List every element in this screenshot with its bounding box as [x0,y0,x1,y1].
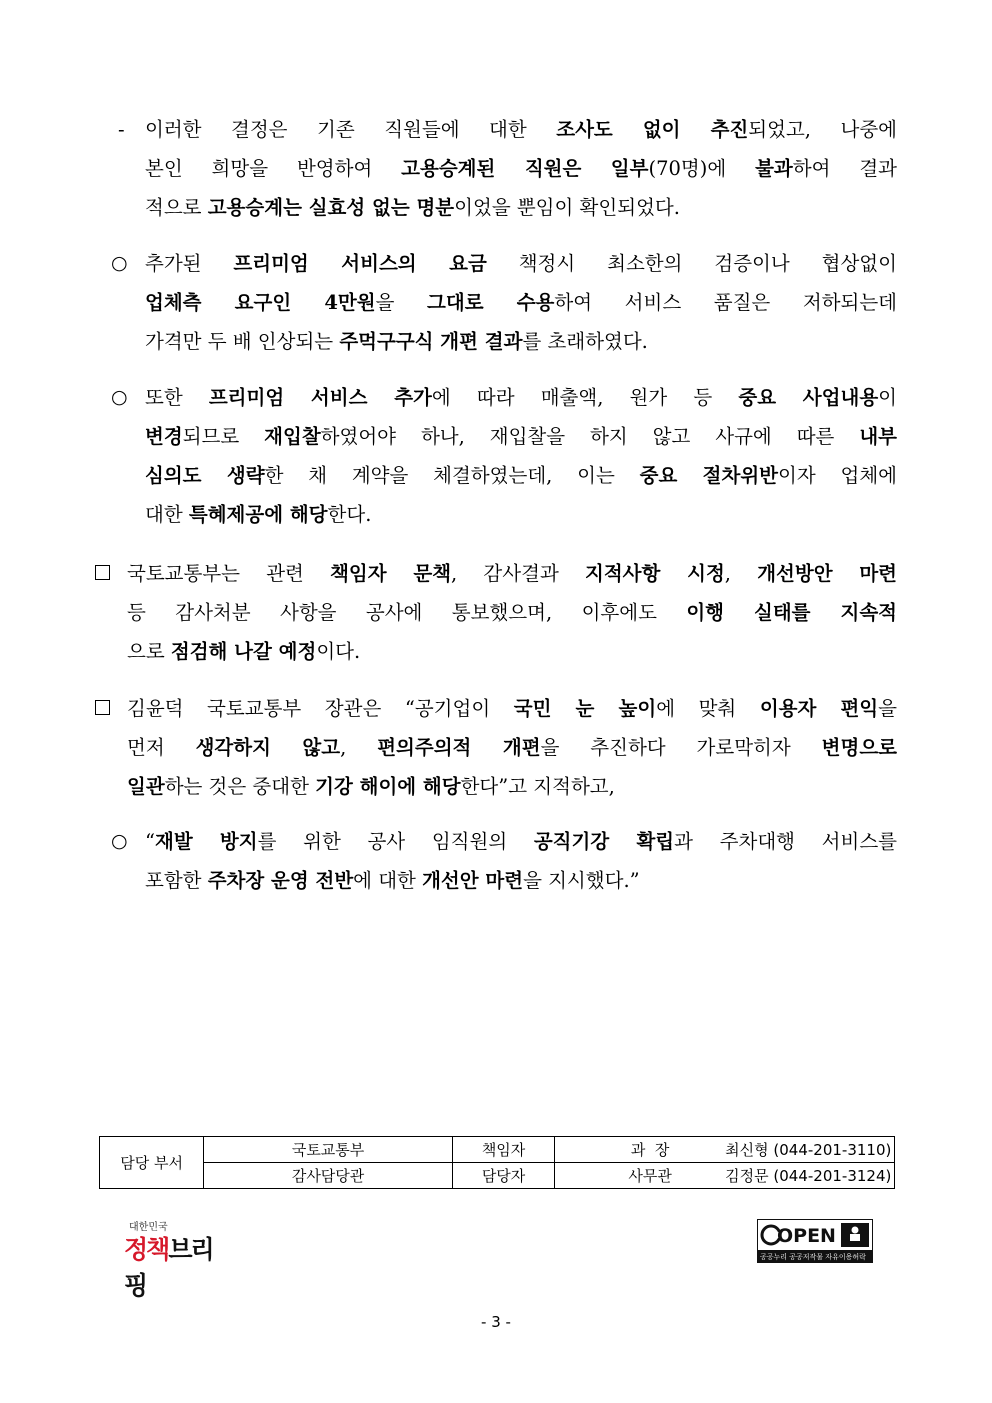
bold-emphasis: 지적사항 시정 [584,562,725,585]
circle-bullet-marker: ○ [111,252,128,274]
logo-small-text: 대한민국 [129,1222,168,1233]
square-bullet-paragraph-2 [95,689,897,806]
person-title: 사무관 [628,1167,672,1185]
bold-emphasis: 변경 [145,425,183,448]
text-line: 먼저 생각하지 않고, 편의주의적 개편을 추진하다 가로막히자 변명으로 [127,736,897,759]
text-line: 이러한 결정은 기존 직원들에 대한 조사도 없이 추진되었고, 나중에 [145,118,898,141]
bold-emphasis: 점검해 나갈 예정 [170,640,317,663]
bold-emphasis: 프리미엄 서비스의 요금 [233,252,487,275]
bold-emphasis: 기강 해이에 해당 [315,775,461,798]
text-line: 또한 프리미엄 서비스 추가에 따라 매출액, 원가 등 중요 사업내용이 [145,386,898,409]
open-license-bar: 공공누리 공공저작물 자유이용허락 [757,1251,873,1263]
bold-emphasis: 심의도 생략 [145,464,265,487]
paragraph-body [127,689,897,806]
dash-paragraph-body [145,110,897,227]
text-line: 일관하는 것은 중대한 기강 해이에 해당한다”고 지적하고, [127,775,615,798]
circle-bullet-paragraph-1 [113,244,897,361]
table-row [100,1163,895,1189]
bold-emphasis: 개선방안 마련 [757,562,897,585]
text-line: “재발 방지를 위한 공사 임직원의 공직기강 확립과 주차대행 서비스를 [145,830,898,853]
text-line: 김윤덕 국토교통부 장관은 “공기업이 국민 눈 높이에 맞춰 이용자 편익을 [127,697,897,720]
bold-emphasis: 프리미엄 서비스 추가 [208,386,432,409]
paragraph-body [145,378,897,534]
text-line: 가격만 두 배 인상되는 주먹구구식 개편 결과를 초래하였다. [145,330,648,353]
bold-emphasis: 특혜제공에 해당 [188,503,328,526]
bold-emphasis: 주차장 운영 전반 [207,869,354,892]
bold-emphasis: 재발 방지 [154,830,258,853]
bold-emphasis: 고용승계된 직원은 일부 [401,157,649,180]
text-line: 등 감사처분 사항을 공사에 통보했으며, 이후에도 이행 실태를 지속적 [127,601,897,624]
bold-emphasis: 중요 절차위반 [639,464,779,487]
square-bullet-paragraph-1 [95,554,897,671]
text-line: 으로 점검해 나갈 예정이다. [127,640,361,663]
paragraph-body [145,822,897,900]
policy-briefing-logo [124,1218,234,1300]
bold-emphasis: 생각하지 않고 [195,736,341,759]
bold-emphasis: 변명으로 [821,736,897,759]
dept-label-cell: 담당 부서 [100,1137,204,1189]
text-line: 적으로 고용승계는 실효성 없는 명분이었을 뿐임이 확인되었다. [145,196,680,219]
bold-emphasis: 그대로 수용 [427,291,555,314]
text-line: 심의도 생략한 채 계약을 체결하였는데, 이는 중요 절차위반이자 업체에 [145,464,897,487]
person-cell [555,1163,895,1189]
text-line: 대한 특혜제공에 해당한다. [145,503,372,526]
person-title: 과 장 [630,1141,670,1159]
role-cell: 책임자 [452,1137,554,1163]
logo-main-text: 정책브리핑 [124,1235,213,1300]
bold-emphasis: 이행 실태를 지속적 [686,601,897,624]
bold-emphasis: 불과 [755,157,793,180]
bold-emphasis: 재입찰 [264,425,321,448]
text-line: 국토교통부는 관련 책임자 문책, 감사결과 지적사항 시정, 개선방안 마련 [127,562,897,585]
square-bullet-icon [95,565,110,580]
org-cell-line2: 감사담당관 [204,1163,453,1189]
square-bullet-icon [95,700,110,715]
bold-emphasis: 업체측 요구인 4만원 [145,291,376,314]
person-name-phone: 최신형 (044-201-3110) [725,1141,892,1159]
text-line: 본인 희망을 반영하여 고용승계된 직원은 일부(70명)에 불과하여 결과 [145,157,897,180]
bold-emphasis: 국민 눈 높이 [513,697,657,720]
text-line: 업체측 요구인 4만원을 그대로 수용하여 서비스 품질은 저하되는데 [145,291,897,314]
bold-emphasis: 개선안 마련 [422,869,524,892]
dash-marker: - [118,118,125,141]
role-cell: 담당자 [452,1163,554,1189]
open-license-logo [757,1219,873,1264]
circle-bullet-marker: ○ [111,386,128,408]
bold-emphasis: 내부 [859,425,897,448]
bold-emphasis: 이용자 편익 [759,697,879,720]
bold-emphasis: 조사도 없이 추진 [556,118,749,141]
open-license-icon [757,1219,873,1251]
open-text: OPEN [777,1225,836,1247]
table-row [100,1137,895,1163]
bold-emphasis: 편의주의적 개편 [377,736,541,759]
person-name-phone: 김정문 (044-201-3124) [725,1167,892,1185]
bold-emphasis: 고용승계는 실효성 없는 명분 [207,196,455,219]
circle-bullet-marker: ○ [111,830,128,852]
circle-bullet-paragraph-3 [113,822,897,900]
contact-table [99,1136,895,1189]
text-line: 변경되므로 재입찰하였어야 하나, 재입찰을 하지 않고 사규에 따른 내부 [145,425,897,448]
circle-bullet-paragraph-2 [113,378,897,534]
org-cell-line1: 국토교통부 [204,1137,453,1163]
bold-emphasis: 중요 사업내용 [738,386,879,409]
paragraph-body [127,554,897,671]
bold-emphasis: 일관 [127,775,165,798]
bold-emphasis: 공직기강 확립 [533,830,675,853]
bold-emphasis: 책임자 문책 [330,562,452,585]
text-line: 추가된 프리미엄 서비스의 요금 책정시 최소한의 검증이나 협상없이 [145,252,897,275]
person-cell [555,1137,895,1163]
bold-emphasis: 주먹구구식 개편 결과 [339,330,523,353]
dash-paragraph [113,110,897,227]
paragraph-body [145,244,897,361]
text-line: 포함한 주차장 운영 전반에 대한 개선안 마련을 지시했다.” [145,869,640,892]
page-number: - 3 - [481,1313,511,1331]
